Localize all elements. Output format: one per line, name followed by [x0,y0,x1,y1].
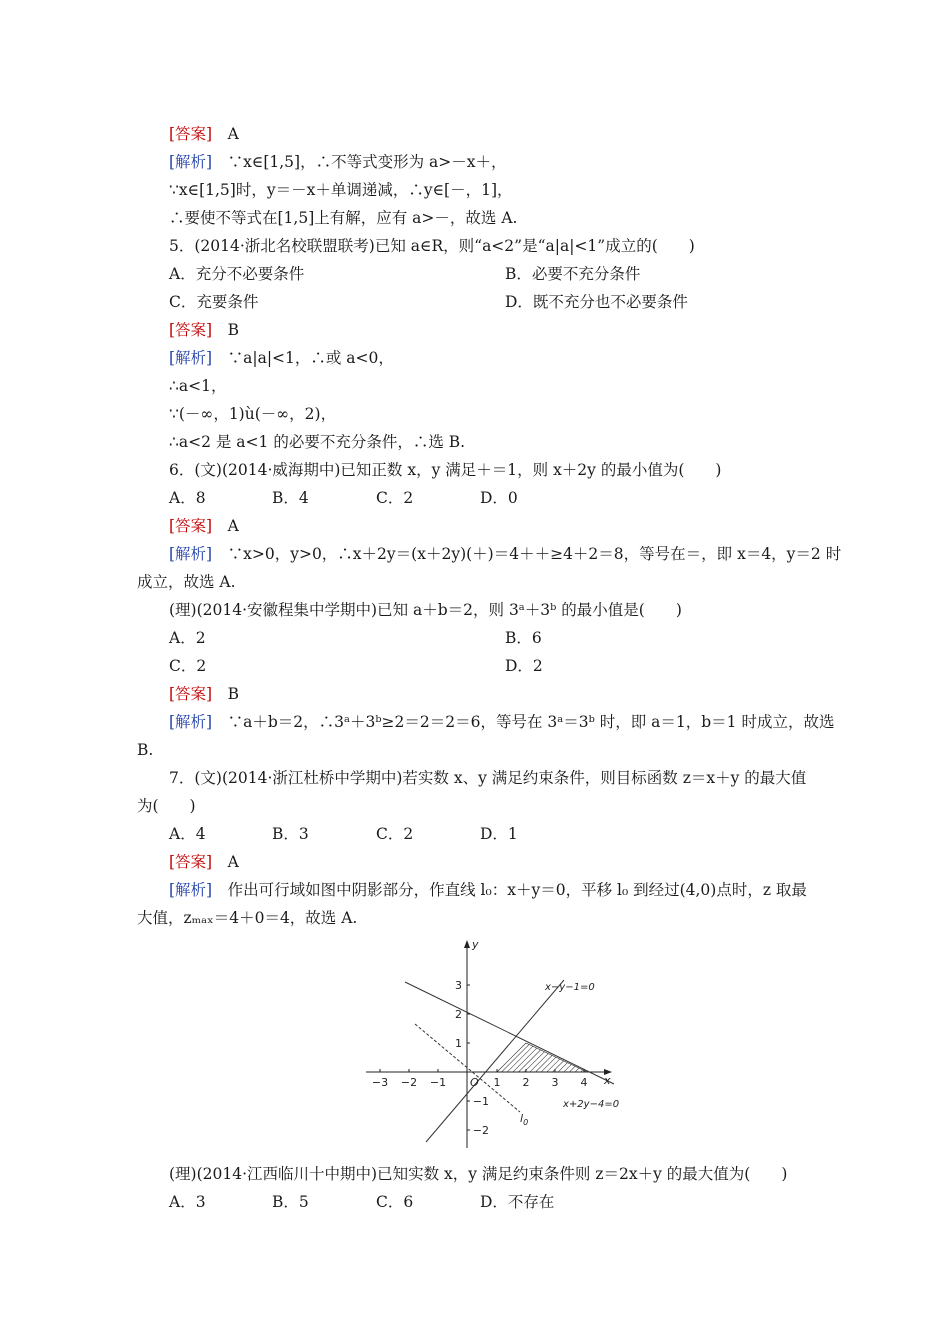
text-line: 为( ) [137,797,196,815]
answer-line: [答案] A [169,517,239,535]
analysis-line: [解析] ∵x>0，y>0，∴x＋2y＝(x＋2y)(＋)＝4＋＋≥4＋2＝8，等号在＝，即 x＝4，y＝2 时 [169,545,842,563]
text-line: ∵(－∞，1)ù(－∞，2)， [169,405,337,423]
analysis-tag: [解析] [169,349,213,367]
l0-label: $l_0$ [520,1112,529,1127]
question-7-li: (理)(2014·江西临川十中期中)已知实数 x，y 满足约束条件则 z＝2x＋y 的最大值为( ) [169,1165,788,1183]
analysis-tag: [解析] [169,545,213,563]
x-tick-label: 4 [580,1076,588,1089]
option-c: C．充要条件 [169,293,259,311]
question-5: 5．(2014·浙北名校联盟联考)已知 a∈R，则“a<2”是“a|a|<1”成立的( ) [169,237,695,255]
answer-tag: [答案] [169,517,213,535]
question-6-li: (理)(2014·安徽程集中学期中)已知 a＋b＝2，则 3ᵃ＋3ᵇ 的最小值是( ) [169,601,682,619]
analysis-line: [解析] 作出可行域如图中阴影部分，作直线 l₀：x＋y＝0，平移 l₀ 到经过(4,0)点时，z 取最 [169,881,807,899]
x-tick-label: −2 [400,1076,418,1089]
analysis-tag: [解析] [169,713,213,731]
analysis-tag: [解析] [169,153,213,171]
x-tick-label: −3 [371,1076,389,1089]
option-b: B．3 [272,825,309,843]
feasible-region-figure [360,936,620,1154]
option-b: B．4 [272,489,309,507]
option-d: D．既不充分也不必要条件 [505,293,688,311]
answer-tag: [答案] [169,321,213,339]
text-line: 成立，故选 A. [137,573,236,591]
analysis-line: [解析] ∵a＋b＝2，∴3ᵃ＋3ᵇ≥2＝2＝2＝6，等号在 3ᵃ＝3ᵇ 时，即 a＝1，b＝1 时成立，故选 [169,713,835,731]
option-b: B．6 [505,629,542,647]
x-tick-label: 2 [522,1076,530,1089]
option-a: A．8 [169,489,206,507]
line2-label: x+2y−4=0 [563,1099,620,1110]
origin-label: O [470,1076,479,1089]
option-a: A．3 [169,1193,206,1211]
y-axis-label: y [472,938,479,951]
y-tick-label: −2 [472,1124,489,1137]
answer-tag: [答案] [169,853,213,871]
option-c: C．2 [376,489,414,507]
y-tick-label: −1 [472,1095,489,1108]
answer-tag: [答案] [169,685,213,703]
question-7: 7．(文)(2014·浙江杜桥中学期中)若实数 x、y 满足约束条件，则目标函数 z＝x＋y 的最大值 [169,769,807,787]
x-tick-label: 1 [493,1076,501,1089]
x-tick-label: 3 [551,1076,559,1089]
option-c: C．2 [376,825,414,843]
text-line: ∴a<2 是 a<1 的必要不充分条件，∴选 B. [169,433,466,451]
answer-line: [答案] A [169,125,239,143]
option-b: B．必要不充分条件 [505,265,641,283]
y-tick-label: 3 [455,979,462,992]
x-axis-label: x [604,1074,611,1087]
option-c: C．2 [169,657,207,675]
option-d: D．不存在 [480,1193,555,1211]
analysis-line: [解析] ∵x∈[1,5]，∴不等式变形为 a>－x＋， [169,153,507,171]
analysis-line: [解析] ∵a|a|<1，∴或 a<0， [169,349,394,367]
option-a: A．2 [169,629,206,647]
text-line: B. [137,741,154,759]
line1-label: x−y−1=0 [545,982,595,993]
text-line: ∵x∈[1,5]时，y＝－x＋单调递减，∴y∈[－，1]， [169,181,513,199]
text-line: ∴a<1， [169,377,227,395]
answer-tag: [答案] [169,125,213,143]
option-a: A．4 [169,825,206,843]
y-tick-label: 1 [455,1037,462,1050]
option-d: D．1 [480,825,518,843]
option-c: C．6 [376,1193,414,1211]
y-axis-arrow-icon [464,940,470,948]
option-d: D．0 [480,489,518,507]
analysis-tag: [解析] [169,881,213,899]
answer-line: [答案] A [169,853,239,871]
y-tick-label: 2 [455,1008,462,1021]
x-tick-label: −1 [429,1076,447,1089]
option-b: B．5 [272,1193,309,1211]
answer-line: [答案] B [169,685,239,703]
question-6: 6．(文)(2014·威海期中)已知正数 x，y 满足＋＝1，则 x＋2y 的最小值为( ) [169,461,722,479]
answer-line: [答案] B [169,321,239,339]
option-a: A．充分不必要条件 [169,265,305,283]
text-line: ∴要使不等式在[1,5]上有解，应有 a>－，故选 A. [169,209,518,227]
text-line: 大值，zₘₐₓ＝4＋0＝4，故选 A. [137,909,358,927]
shaded-region [497,1043,587,1072]
option-d: D．2 [505,657,543,675]
